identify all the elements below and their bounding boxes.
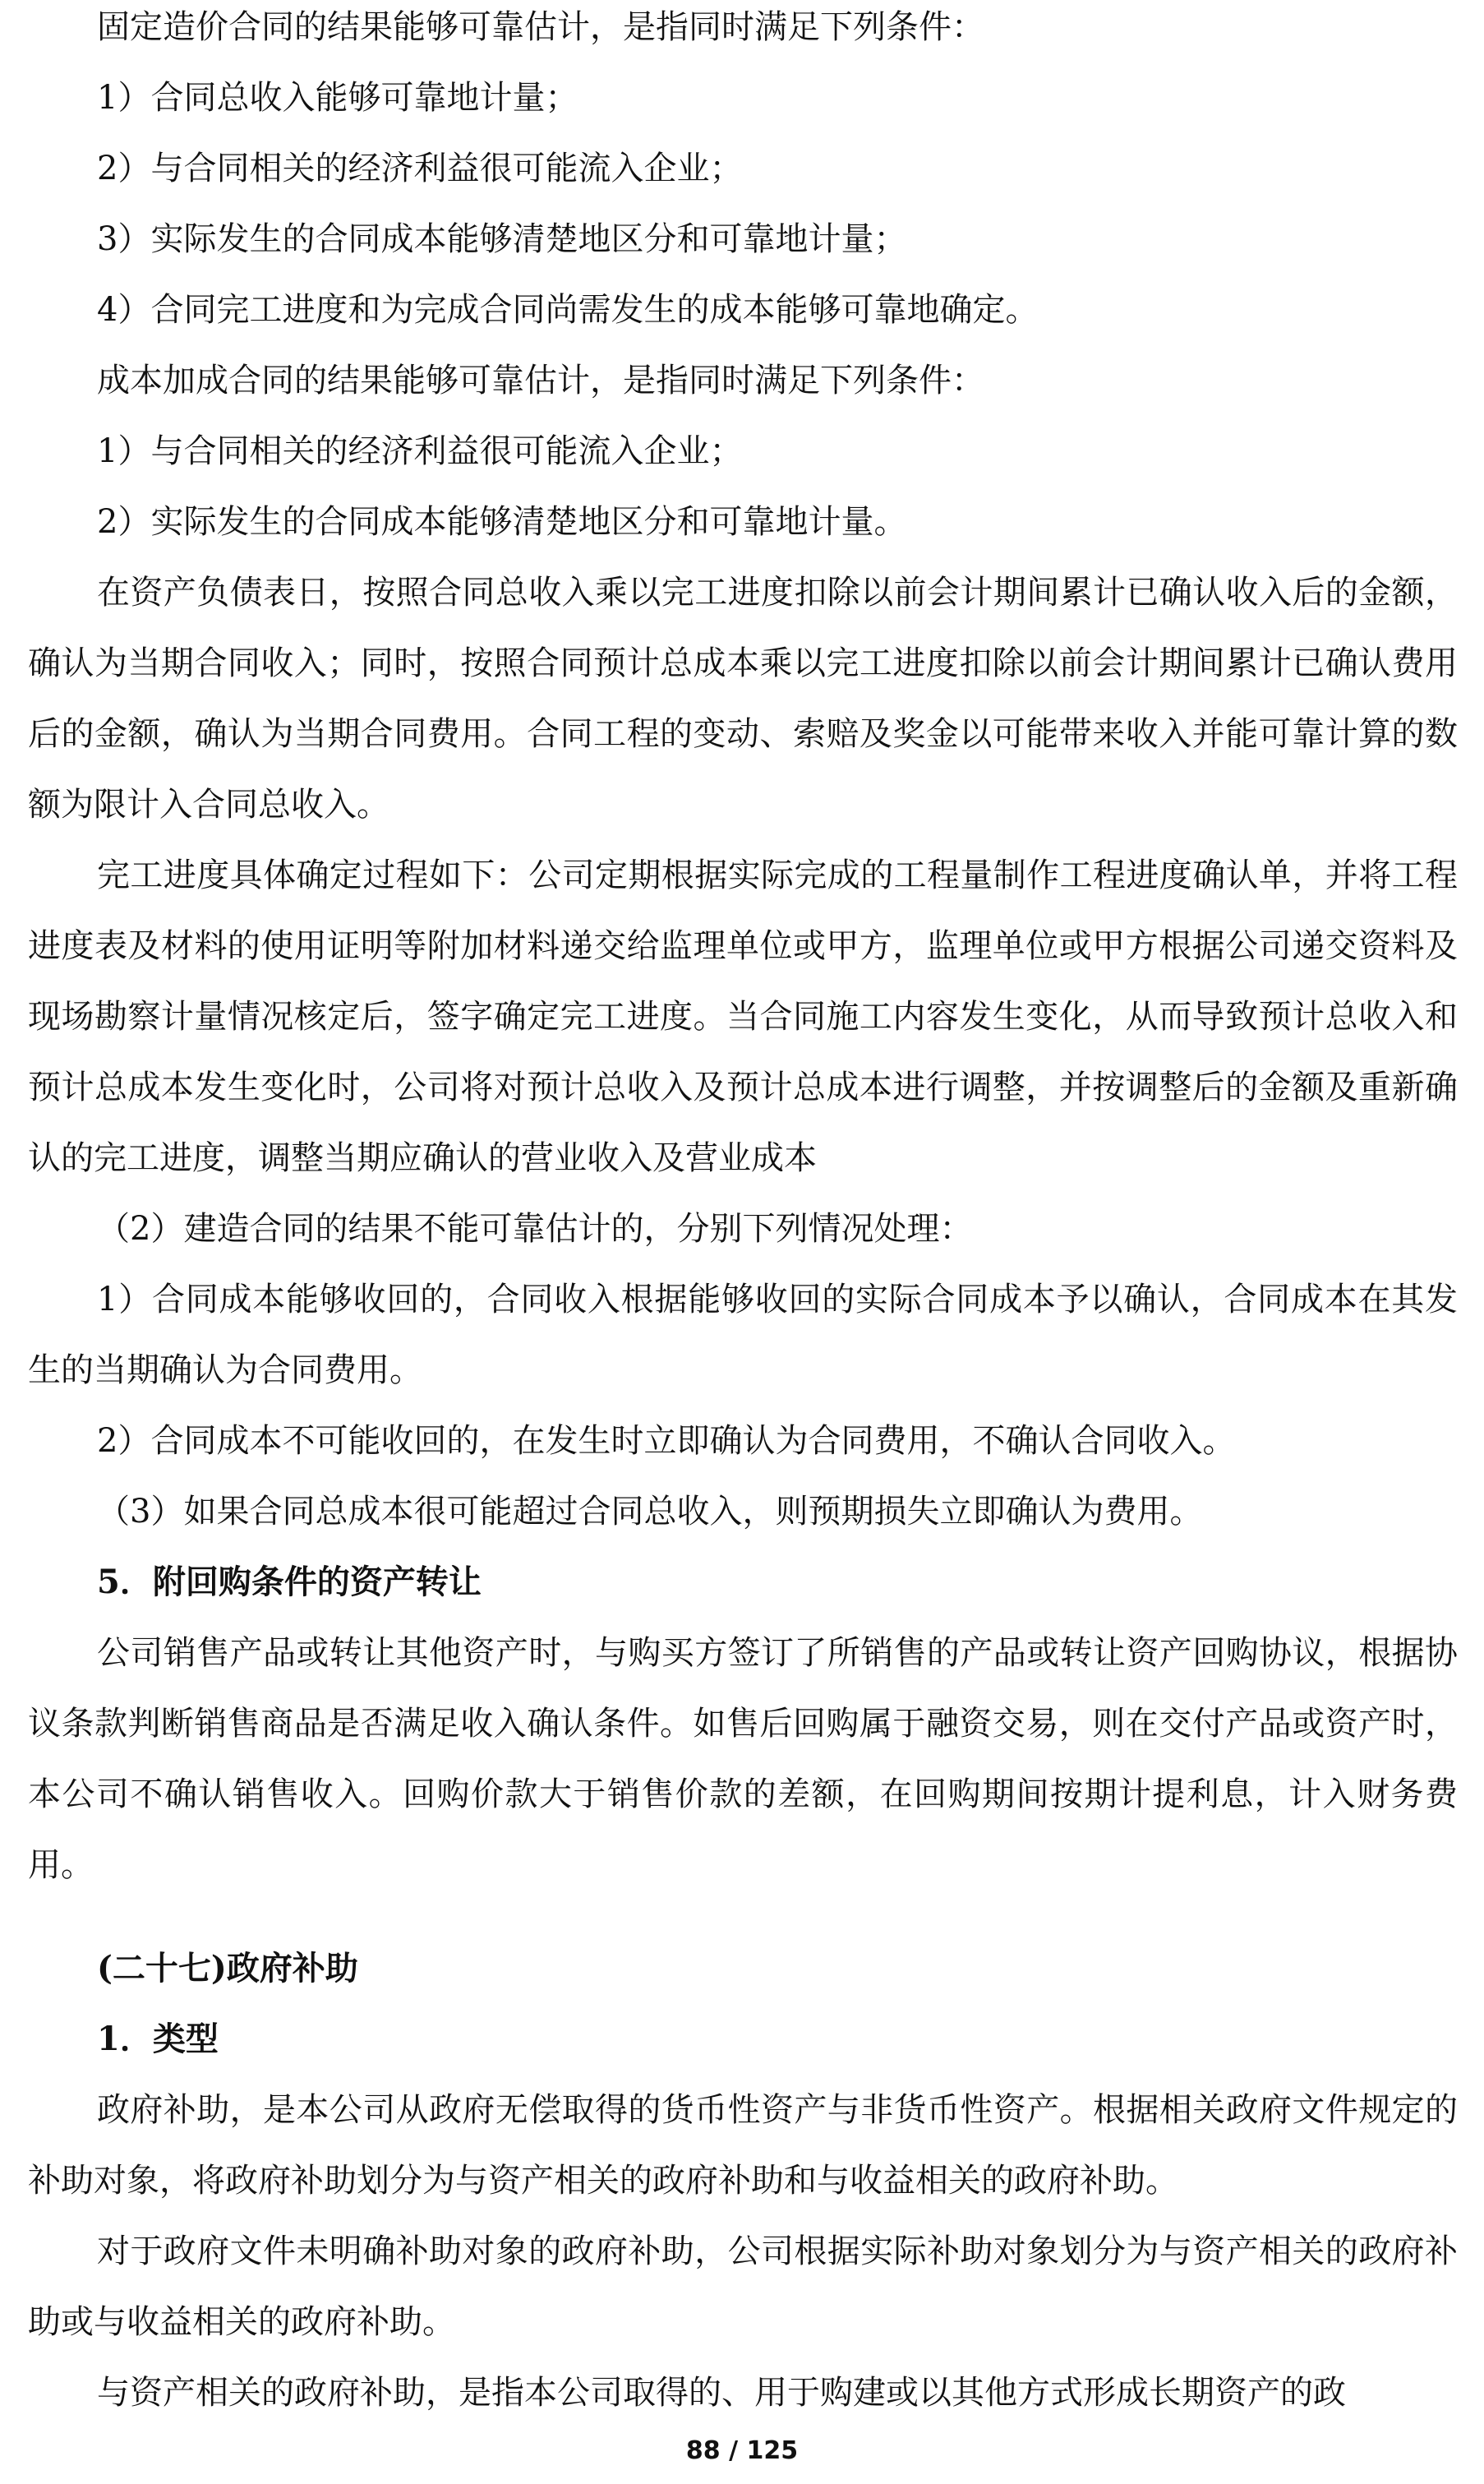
- paragraph: 与资产相关的政府补助，是指本公司取得的、用于购建或以其他方式形成长期资产的政: [97, 2374, 1346, 2412]
- paragraph: （3）如果合同总成本很可能超过合同总收入，则预期损失立即确认为费用。: [97, 1493, 1203, 1531]
- section-heading: (二十七)政府补助: [97, 1949, 358, 1988]
- paragraph: 在资产负债表日，按照合同总收入乘以完工进度扣除以前会计期间累计已确认收入后的金额，确认为当期合同收入；同时，按照合同预计总成本乘以完工进度扣除以前会计期间累计已确认费用后的金额，确认为当期合同费用。合同工程的变动、索赔及奖金以可能带来收入并能可靠计算的数额为限计入合同总收入。: [28, 574, 1458, 824]
- section-gap: [28, 1900, 1458, 1933]
- list-item: 1）与合同相关的经济利益很可能流入企业；: [97, 432, 743, 470]
- list-item: 4）合同完工进度和为完成合同尚需发生的成本能够可靠地确定。: [97, 291, 1039, 329]
- paragraph: 公司销售产品或转让其他资产时，与购买方签订了所销售的产品或转让资产回购协议，根据协议条款判断销售商品是否满足收入确认条件。如售后回购属于融资交易，则在交付产品或资产时，本公司不确认销售收入。回购价款大于销售价款的差额，在回购期间按期计提利息，计入财务费用。: [28, 1634, 1458, 1884]
- list-item: 2）合同成本不可能收回的，在发生时立即确认为合同费用，不确认合同收入。: [97, 1422, 1236, 1460]
- list-item: 2）实际发生的合同成本能够清楚地区分和可靠地计量。: [97, 503, 907, 541]
- list-item: 3）实际发生的合同成本能够清楚地区分和可靠地计量；: [97, 220, 907, 258]
- paragraph: 固定造价合同的结果能够可靠估计，是指同时满足下列条件：: [97, 8, 984, 46]
- page-number: 88 / 125: [685, 2436, 799, 2465]
- paragraph: 完工进度具体确定过程如下：公司定期根据实际完成的工程量制作工程进度确认单，并将工程进度表及材料的使用证明等附加材料递交给监理单位或甲方，监理单位或甲方根据公司递交资料及现场勘察计量情况核定后，签字确定完工进度。当合同施工内容发生变化，从而导致预计总收入和预计总成本发生变化时，公司将对预计总收入及预计总成本进行调整，并按调整后的金额及重新确认的完工进度，调整当期应确认的营业收入及营业成本: [28, 856, 1458, 1177]
- list-item: 1）合同总收入能够可靠地计量；: [97, 79, 578, 117]
- sub-heading: 1．类型: [97, 2020, 219, 2058]
- paragraph: 对于政府文件未明确补助对象的政府补助，公司根据实际补助对象划分为与资产相关的政府补助或与收益相关的政府补助。: [28, 2232, 1458, 2341]
- paragraph: 政府补助，是本公司从政府无偿取得的货币性资产与非货币性资产。根据相关政府文件规定的补助对象，将政府补助划分为与资产相关的政府补助和与收益相关的政府补助。: [28, 2091, 1458, 2200]
- list-item: 2）与合同相关的经济利益很可能流入企业；: [97, 150, 743, 187]
- section-heading: 5．附回购条件的资产转让: [97, 1563, 482, 1601]
- list-item: 1）合同成本能够收回的，合同收入根据能够收回的实际合同成本予以确认，合同成本在其发生的当期确认为合同费用。: [28, 1281, 1458, 1389]
- paragraph: 成本加成合同的结果能够可靠估计，是指同时满足下列条件：: [97, 362, 984, 399]
- paragraph: （2）建造合同的结果不能可靠估计的，分别下列情况处理：: [97, 1210, 973, 1248]
- document-page: [28, 0, 1458, 2428]
